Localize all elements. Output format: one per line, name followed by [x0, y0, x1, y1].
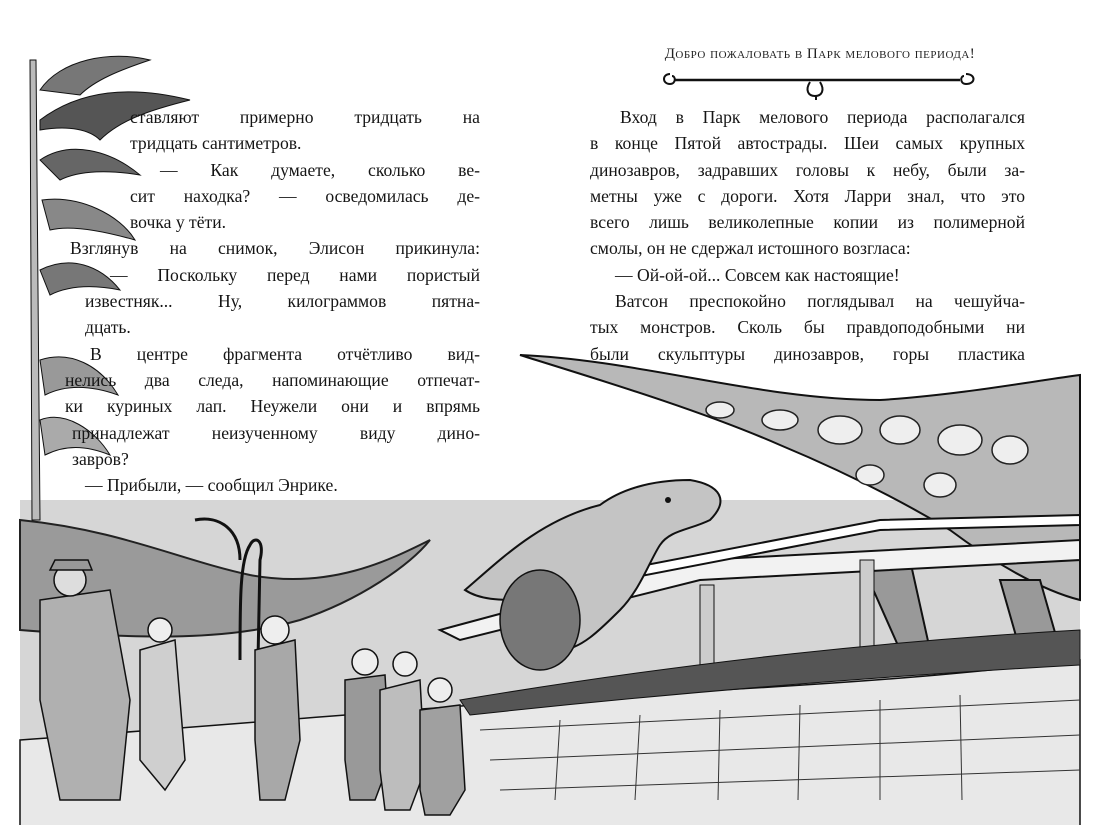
text-line: метны уже с дороги. Хотя Ларри знал, что это — [590, 185, 1025, 206]
text-line: известняк... Ну, килограммов пятна- — [85, 291, 480, 312]
text-line: всего лишь великолепные копии из полимерной — [590, 212, 1025, 233]
left-page-text — [65, 104, 480, 498]
text-line: тых монстров. Сколь бы правдоподобными ни — [590, 317, 1025, 338]
text-line: Вход в Парк мелового периода располагался — [620, 107, 1025, 127]
text-line: ки куриных лап. Неужели они и впрямь — [65, 396, 480, 417]
text-line: смолы, он не сдержал истошного возгласа: — [590, 238, 911, 259]
right-page-text — [590, 104, 1025, 367]
text-line: Ватсон преспокойно поглядывал на чешуйча- — [615, 291, 1025, 312]
running-head: Добро пожаловать в Парк мелового периода! — [664, 46, 976, 62]
text-line: В центре фрагмента отчётливо вид- — [90, 343, 480, 364]
text-line: — Поскольку перед нами пористый — [110, 264, 480, 285]
text-line: Взглянув на снимок, Элисон прикинула: — [70, 238, 480, 259]
text-line: нелись два следа, напоминающие отпечат- — [65, 369, 480, 390]
text-line: вочка у тёти. — [130, 212, 227, 233]
text-line: принадлежат неизученному виду дино- — [72, 422, 480, 443]
text-line: были скульптуры динозавров, горы пластика — [590, 343, 1025, 364]
text-line: ставляют примерно тридцать на — [130, 107, 480, 127]
text-line: динозавров, задравших головы к небу, были за- — [590, 159, 1025, 180]
text-line: — Ой-ой-ой... Совсем как настоящие! — [615, 264, 900, 285]
text-line: — Прибыли, — сообщил Энрике. — [85, 475, 338, 496]
text-line: сит находка? — осведомилась де- — [130, 185, 480, 206]
text-line: в конце Пятой автострады. Шеи самых крупных — [590, 133, 1025, 154]
text-line: — Как думаете, сколько ве- — [160, 159, 480, 180]
decorative-flourish-icon — [660, 62, 980, 102]
text-line: завров? — [72, 448, 129, 469]
text-line: тридцать сантиметров. — [130, 133, 302, 154]
text-line: дцать. — [85, 317, 131, 338]
